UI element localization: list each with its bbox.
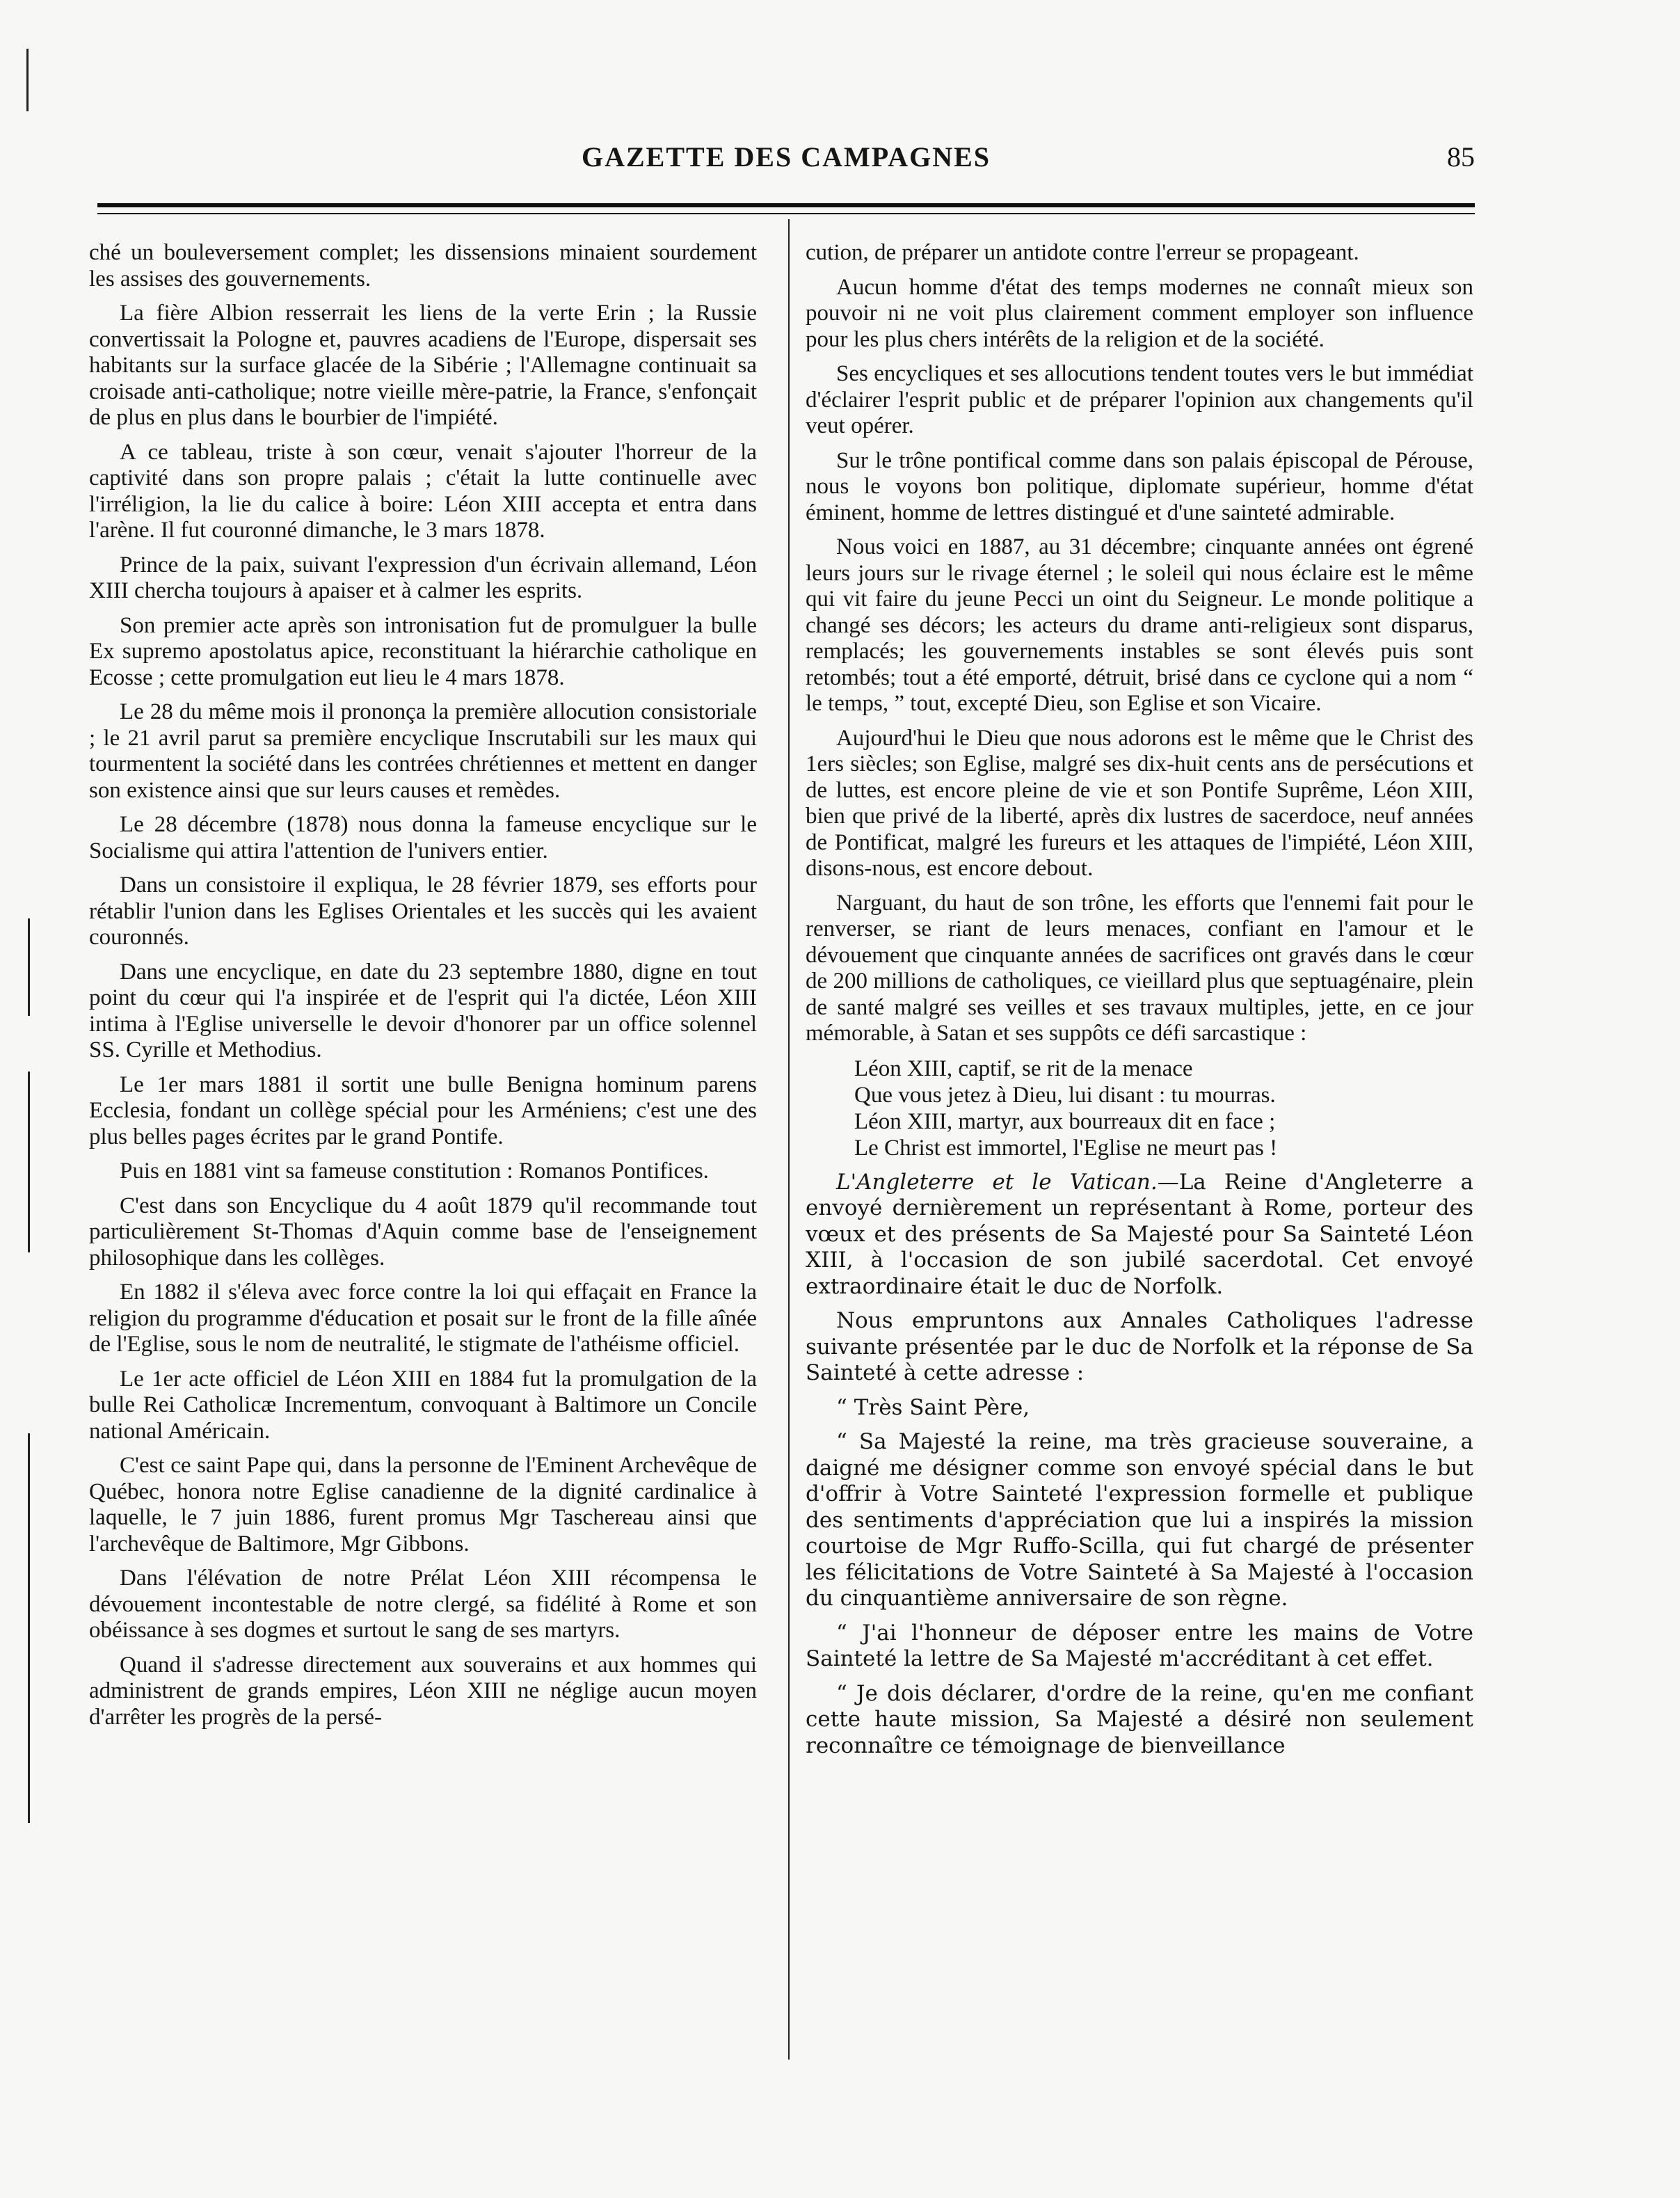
- paragraph: Le 28 du même mois il prononça la première allocution consistoriale ; le 21 avril parut sa première encyclique Inscrutabili sur les maux qui tourmentent la société dans les contrées chrétiennes et mettent en danger son existence ainsi que sur leurs causes et remèdes.: [89, 699, 757, 803]
- header-rule: [97, 203, 1475, 207]
- paragraph: ché un bouleversement complet; les dissensions minaient sourdement les assises des gouvernements.: [89, 240, 757, 292]
- right-column: [806, 240, 1473, 2063]
- paragraph: Le 28 décembre (1878) nous donna la fameuse encyclique sur le Socialisme qui attira l'attention de l'univers entier.: [89, 812, 757, 863]
- verse-line: Léon XIII, captif, se rit de la menace: [854, 1056, 1193, 1081]
- margin-mark: [26, 49, 29, 111]
- article-lead: [806, 1170, 1473, 1300]
- paragraph: “ Je dois déclarer, d'ordre de la reine, qu'en me confiant cette haute mission, Sa Majesté a désiré non seulement reconnaître ce témoignage de bienveillance: [806, 1680, 1473, 1758]
- paragraph: Nous voici en 1887, au 31 décembre; cinquante années ont égrené leurs jours sur le rivage éternel ; le soleil qui nous éclaire est le même qui vit faire du jeune Pecci un oint du Seigneur. Le monde politique a changé ses décors; les acteurs du drame anti-religieux sont disparus, remplacés; les gouvernements instables se sont élevés puis sont retombés; tout a été emporté, détruit, brisé dans ce cyclone qui a nom “ le temps, ” tout, excepté Dieu, son Eglise et son Vicaire.: [806, 534, 1473, 716]
- paragraph: cution, de préparer un antidote contre l'erreur se propageant.: [806, 240, 1359, 265]
- paragraph: “ Très Saint Père,: [836, 1394, 1030, 1420]
- paragraph: “ Sa Majesté la reine, ma très gracieuse souveraine, a daigné me désigner comme son envoyé spécial dans le but d'offrir à Votre Sainteté l'expression formelle et publique des sentiments d'appréciation que lui a inspirés la mission courtoise de Mgr Ruffo-Scilla, qui fut chargé de présenter les félicitations de Votre Sainteté à Sa Majesté à l'occasion du cinquantième anniversaire de son règne.: [806, 1429, 1473, 1611]
- newspaper-title: GAZETTE DES CAMPAGNES: [581, 141, 991, 173]
- paragraph: Narguant, du haut de son trône, les efforts que l'ennemi fait pour le renverser, se riant de leurs menaces, confiant en l'amour et le dévouement que cinquante années de sacrifices ont gravés dans le cœur de 200 millions de catholiques, ce vieillard plus que septuagénaire, plein de santé malgré ses veilles et ses travaux multiples, jette, en ce jour mémorable, à Satan et ses suppôts ce défi sarcastique :: [806, 890, 1473, 1046]
- page-header: [97, 132, 1475, 181]
- paragraph: Le 1er mars 1881 il sortit une bulle Benigna hominum parens Ecclesia, fondant un collège spécial pour les Arméniens; c'est une des plus belles pages écrites par le grand Pontife.: [89, 1072, 757, 1149]
- column-divider: [788, 219, 790, 2060]
- paragraph: Le 1er acte officiel de Léon XIII en 1884 fut la promulgation de la bulle Rei Catholicæ Incrementum, convoquant à Baltimore un Concile national Américain.: [89, 1366, 757, 1444]
- left-column: [89, 240, 757, 2063]
- verse-line: Le Christ est immortel, l'Eglise ne meurt pas !: [854, 1135, 1278, 1161]
- paragraph: Nous empruntons aux Annales Catholiques l'adresse suivante présentée par le duc de Norfolk et la réponse de Sa Sainteté à cette adresse :: [806, 1308, 1473, 1385]
- paragraph: Quand il s'adresse directement aux souverains et aux hommes qui administrent de grands empires, Léon XIII ne néglige aucun moyen d'arrêter les progrès de la persé-: [89, 1652, 757, 1730]
- paragraph: Son premier acte après son intronisation fut de promulguer la bulle Ex supremo apostolatus apice, reconstituant la hiérarchie catholique en Ecosse ; cette promulgation eut lieu le 4 mars 1878.: [89, 612, 757, 690]
- paragraph: C'est ce saint Pape qui, dans la personne de l'Eminent Archevêque de Québec, honora notre Eglise canadienne de la dignité cardinalice à laquelle, le 7 juin 1886, furent promus Mgr Taschereau ainsi que l'archevêque de Baltimore, Mgr Gibbons.: [89, 1453, 757, 1556]
- paragraph: En 1882 il s'éleva avec force contre la loi qui effaçait en France la religion du programme d'éducation et posait sur le front de la fille aînée de l'Eglise, sous le nom de neutralité, le stigmate de l'athéisme officiel.: [89, 1280, 757, 1357]
- margin-mark: [28, 918, 30, 1016]
- verse-block: [854, 1056, 1473, 1161]
- margin-mark: [28, 1072, 30, 1252]
- paragraph: Aucun homme d'état des temps modernes ne connaît mieux son pouvoir ni ne voit plus clairement comment employer son influence pour les plus chers intérêts de la religion et de la société.: [806, 274, 1473, 352]
- article-heading: L'Angleterre et le Vatican.: [836, 1169, 1158, 1195]
- paragraph: Puis en 1881 vint sa fameuse constitution : Romanos Pontifices.: [120, 1158, 709, 1184]
- paragraph: Ses encycliques et ses allocutions tendent toutes vers le but immédiat d'éclairer l'esprit public et de préparer l'opinion aux changements qu'il veut opérer.: [806, 361, 1473, 438]
- margin-mark: [28, 1433, 30, 1823]
- paragraph: Dans une encyclique, en date du 23 septembre 1880, digne en tout point du cœur qui l'a inspirée et de l'esprit qui l'a dictée, Léon XIII intima à l'Eglise universelle le devoir d'honorer par un office solennel SS. Cyrille et Methodius.: [89, 959, 757, 1062]
- article-lead-text: —La Reine d'Angleterre a envoyé dernièrement un représentant à Rome, porteur des vœux et des présents de Sa Majesté pour Sa Sainteté Léon XIII, à l'occasion de son jubilé sacerdotal. Cet envoyé extraordinaire était le duc de Norfolk.: [806, 1169, 1473, 1299]
- header-rule-thin: [97, 213, 1475, 214]
- verse-line: Léon XIII, martyr, aux bourreaux dit en face ;: [854, 1108, 1276, 1134]
- verse-line: Que vous jetez à Dieu, lui disant : tu mourras.: [854, 1082, 1276, 1108]
- paragraph: Dans l'élévation de notre Prélat Léon XIII récompensa le dévouement incontestable de notre clergé, sa fidélité à Rome et son obéissance à ses dogmes et surtout le sang de ses martyrs.: [89, 1566, 757, 1643]
- paragraph: A ce tableau, triste à son cœur, venait s'ajouter l'horreur de la captivité dans son propre palais ; c'était la lutte continuelle avec l'irréligion, la lie du calice à boire: Léon XIII accepta et entra dans l'arène. Il fut couronné dimanche, le 3 mars 1878.: [89, 439, 757, 543]
- paragraph: “ J'ai l'honneur de déposer entre les mains de Votre Sainteté la lettre de Sa Majesté m'accréditant à cet effet.: [806, 1620, 1473, 1671]
- paragraph: Dans un consistoire il expliqua, le 28 février 1879, ses efforts pour rétablir l'union dans les Eglises Orientales et les succès qui les avaient couronnés.: [89, 873, 757, 950]
- paragraph: Aujourd'hui le Dieu que nous adorons est le même que le Christ des 1ers siècles; son Eglise, malgré ses dix-huit cents ans de persécutions et de luttes, est encore pleine de vie et son Pontife Suprême, Léon XIII, bien que privé de la liberté, après dix lustres de sacerdoce, neuf années de Pontificat, malgré les fureurs et les attaques de l'impiété, Léon XIII, disons-nous, est encore debout.: [806, 725, 1473, 881]
- page-number: 85: [1447, 141, 1475, 173]
- paragraph: La fière Albion resserrait les liens de la verte Erin ; la Russie convertissait la Pologne et, pauvres acadiens de l'Europe, dispersait ses habitants sur la surface glacée de la Sibérie ; l'Allemagne continuait sa croisade anti-catholique; notre vieille mère-patrie, la France, s'enfonçait de plus en plus dans le bourbier de l'impiété.: [89, 301, 757, 430]
- paragraph: Sur le trône pontifical comme dans son palais épiscopal de Pérouse, nous le voyons bon politique, diplomate supérieur, homme d'état éminent, homme de lettres distingué et d'une sainteté admirable.: [806, 447, 1473, 525]
- paragraph: Prince de la paix, suivant l'expression d'un écrivain allemand, Léon XIII chercha toujours à apaiser et à calmer les esprits.: [89, 552, 757, 603]
- article-england-vatican: [806, 1170, 1473, 1760]
- paragraph: C'est dans son Encyclique du 4 août 1879 qu'il recommande tout particulièrement St-Thomas d'Aquin comme base de l'enseignement philosophique dans les collèges.: [89, 1193, 757, 1271]
